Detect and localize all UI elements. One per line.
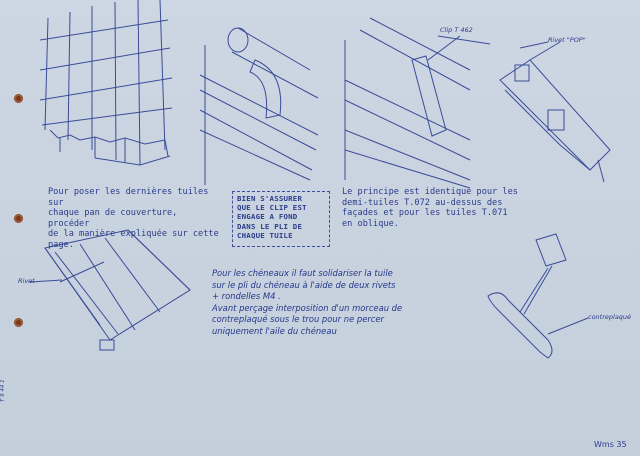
caption-line: en oblique. — [342, 218, 399, 229]
note-line: Pour les chéneaux il faut solidariser la tuile — [212, 268, 393, 278]
note-line: ENGAGE A FOND — [237, 212, 298, 222]
note-line: + rondelles M4 . — [212, 291, 281, 302]
label-rivet: Rivet — [18, 277, 35, 285]
caption-line: façades et pour les tuiles T.071 — [342, 208, 508, 218]
caption-line: chaque pan de couverture, procéder — [48, 208, 178, 229]
note-line: sur le pli du chéneau à l'aide de deux rivets — [212, 279, 396, 290]
note-line: QUE LE CLIP EST — [237, 203, 307, 213]
note-line: CHAQUE TUILE — [237, 230, 293, 240]
caption-line: demi-tuiles T.072 au-dessus des — [342, 197, 503, 208]
note-line: Avant perçage interposition d'un morceau de — [212, 302, 403, 313]
note-line: BIEN S'ASSURER — [237, 194, 303, 203]
note-line: DANS LE PLI DE — [237, 221, 303, 231]
label-contreplaque: contreplaqué — [588, 313, 632, 321]
oblique-tile-drawing — [500, 42, 610, 182]
caption-line: de la manière expliquée sur cette — [48, 229, 219, 239]
label-clip: Clip T 462 — [440, 26, 473, 34]
margin-mark: T 9 44 1 — [0, 379, 6, 402]
caption-line: Le principe est identique pour les — [342, 187, 518, 197]
caption-top-right — [342, 187, 522, 229]
half-tile-drawing — [345, 18, 470, 188]
handwritten-gutter-note — [212, 268, 437, 338]
note-line: uniquement l'aile du chéneau — [212, 325, 337, 336]
clip-detail-drawing — [200, 28, 318, 185]
roof-tiles-drawing — [40, 0, 172, 165]
label-rivet-pop: Rivet "POP" — [548, 36, 586, 44]
drill-drawing — [488, 234, 588, 358]
note-line: contreplaqué sous le trou pour ne percer — [212, 314, 385, 325]
caption-top-left — [48, 187, 223, 250]
page-number: Wms 35 — [594, 440, 627, 449]
boxed-warning-note — [232, 191, 330, 247]
caption-line: page. — [48, 239, 74, 250]
caption-line: Pour poser les dernières tuiles sur — [48, 187, 209, 208]
